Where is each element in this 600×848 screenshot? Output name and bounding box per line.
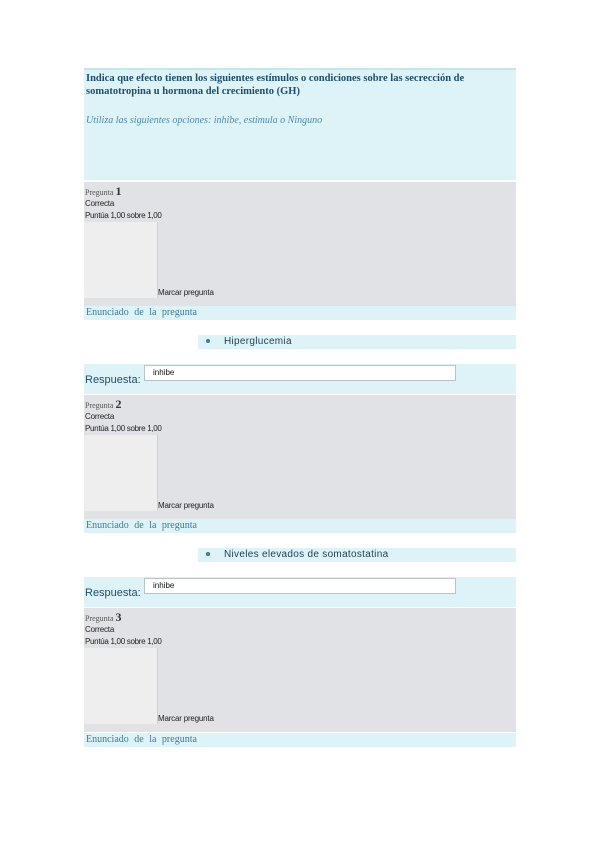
question-state: Correcta (85, 412, 115, 421)
question-number: 2 (115, 397, 122, 411)
question-item-2 (198, 548, 516, 562)
question-item-1 (198, 335, 516, 349)
question-grade: Puntúa 1,00 sobre 1,00 (85, 637, 162, 646)
answer-label: Respuesta: (85, 587, 141, 599)
item-text: Niveles elevados de somatostatina (224, 549, 389, 560)
question-info-3 (84, 608, 516, 732)
flag-question-link[interactable]: Marcar pregunta (158, 501, 214, 510)
bullet-icon (206, 552, 210, 556)
question-label: Pregunta 1 (85, 184, 122, 198)
flag-question-link[interactable]: Marcar pregunta (158, 714, 214, 723)
stem-label: Enunciado de la pregunta (86, 734, 197, 745)
question-grade: Puntúa 1,00 sobre 1,00 (85, 424, 162, 433)
question-intro (84, 68, 516, 180)
bullet-icon (206, 339, 210, 343)
item-text: Hiperglucemia (224, 336, 292, 347)
question-number: 3 (115, 610, 122, 624)
flag-icon[interactable] (84, 435, 158, 511)
flag-question-link[interactable]: Marcar pregunta (158, 288, 214, 297)
flag-icon[interactable] (84, 648, 158, 724)
answer-row-2 (84, 577, 516, 607)
question-state: Correcta (85, 199, 115, 208)
question-info-1 (84, 182, 516, 306)
question-label: Pregunta 3 (85, 610, 122, 624)
answer-label: Respuesta: (85, 374, 141, 386)
question-info-2 (84, 395, 516, 519)
intro-text: Indica que efecto tienen los siguientes estímulos o condiciones sobre las secrección de somatotropina u hormona del crecimiento (GH) (86, 73, 465, 97)
question-label: Pregunta 2 (85, 397, 122, 411)
answer-row-1 (84, 364, 516, 394)
question-number: 1 (115, 184, 122, 198)
question-grade: Puntúa 1,00 sobre 1,00 (85, 211, 162, 220)
question-stem-1 (84, 306, 516, 320)
question-state: Correcta (85, 625, 115, 634)
stem-label: Enunciado de la pregunta (86, 307, 197, 318)
flag-icon[interactable] (84, 222, 158, 298)
question-stem-3 (84, 733, 516, 747)
answer-input[interactable]: inhibe (144, 365, 456, 381)
question-stem-2 (84, 519, 516, 533)
stem-label: Enunciado de la pregunta (86, 520, 197, 531)
intro-instructions: Utiliza las siguientes opciones: inhibe, estimula o Ninguno (86, 115, 323, 126)
answer-input[interactable]: inhibe (144, 578, 456, 594)
